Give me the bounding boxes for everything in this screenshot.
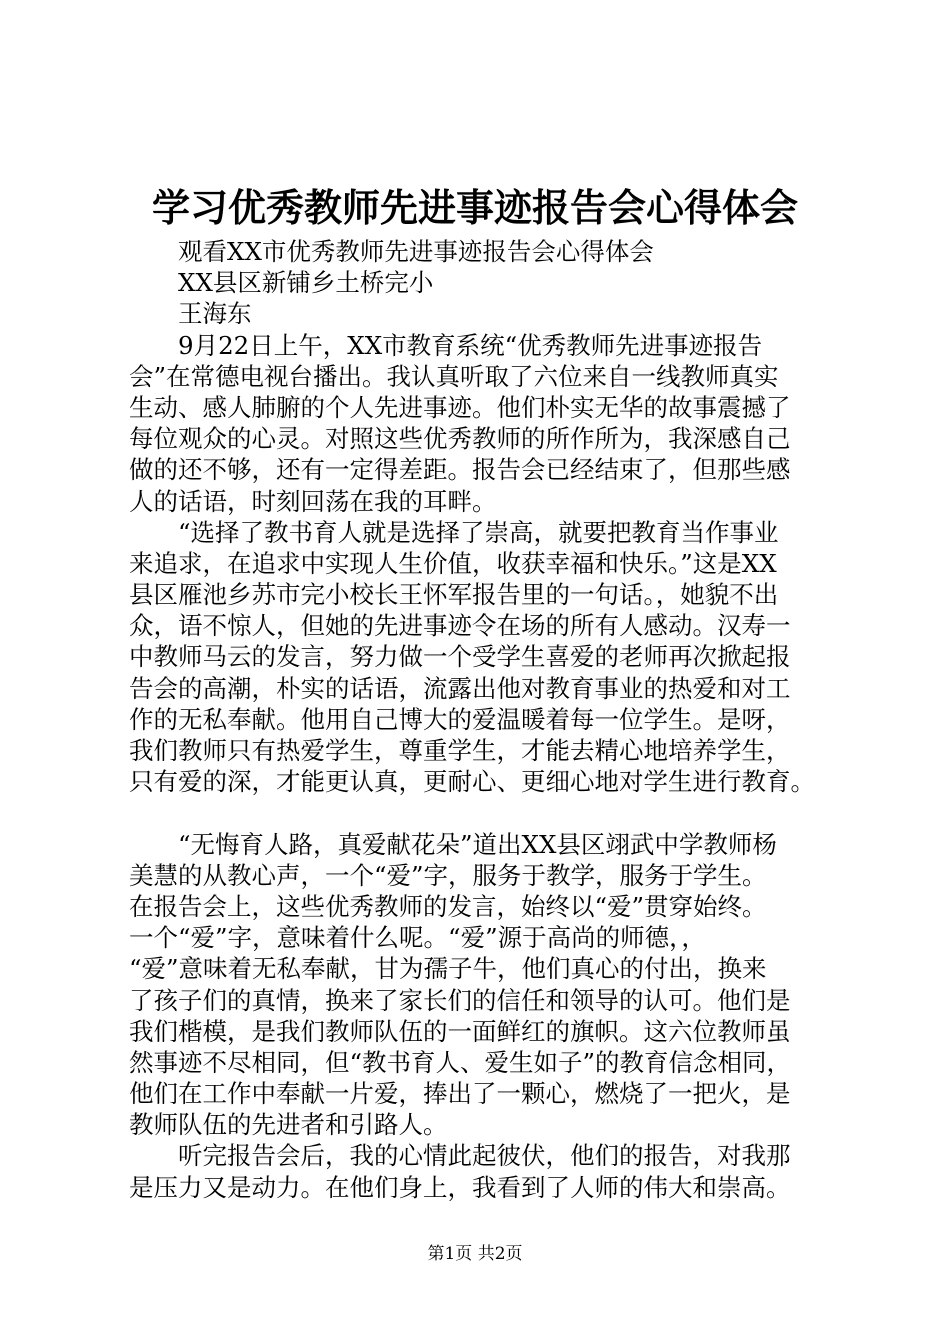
paragraph-3-line: 他们在工作中奉献一片爱，捧出了一颗心，燃烧了一把火，是: [129, 1079, 791, 1109]
paragraph-1-line: 做的还不够，还有一定得差距。报告会已经结束了，但那些感: [129, 455, 791, 485]
page-footer: 第1页 共2页: [427, 1244, 523, 1264]
paragraph-2-line: 中教师马云的发言，努力做一个受学生喜爱的老师再次掀起报: [129, 642, 791, 672]
document-title: 学习优秀教师先进事迹报告会心得体会: [151, 185, 798, 230]
paragraph-3-line: “爱”意味着无私奉献，甘为孺子牛，他们真心的付出，换来: [129, 954, 767, 984]
paragraph-3-line: 一个“爱”字，意味着什么呢。“爱”源于高尚的师德，，: [129, 923, 706, 953]
document-body: [129, 236, 854, 1203]
paragraph-2-line: 告会的高潮，朴实的话语，流露出他对教育事业的热爱和对工: [129, 673, 791, 703]
school-line: XX县区新铺乡土桥完小: [178, 268, 434, 298]
paragraph-1-line: 9月22日上午，XX市教育系统“优秀教师先进事迹报告: [178, 330, 763, 360]
paragraph-3-line: 教师队伍的先进者和引路人。: [129, 1110, 448, 1140]
paragraph-2-line: “选择了教书育人就是选择了崇高，就要把教育当作事业: [178, 517, 779, 547]
paragraph-4-line: 是压力又是动力。在他们身上，我看到了人师的伟大和崇高。: [129, 1172, 791, 1202]
paragraph-2-line: 作的无私奉献。他用自己博大的爱温暖着每一位学生。是呀，: [129, 704, 791, 734]
paragraph-3-line: 然事迹不尽相同，但“教书育人、爱生如子”的教育信念相同，: [129, 1047, 792, 1077]
paragraph-2-line: 只有爱的深，才能更认真，更耐心、更细心地对学生进行教育。: [129, 767, 815, 797]
paragraph-1-line: 人的话语，时刻回荡在我的耳畔。: [129, 486, 497, 516]
paragraph-2-line: 来追求，在追求中实现人生价值，收获幸福和快乐。”这是XX: [129, 548, 777, 578]
paragraph-4-line: 听完报告会后，我的心情此起彼伏，他们的报告，对我那: [178, 1141, 791, 1171]
paragraph-3-line: “无悔育人路，真爱献花朵”道出XX县区翊武中学教师杨: [178, 829, 777, 859]
author-line: 王海东: [178, 299, 252, 329]
paragraph-1-line: 每位观众的心灵。对照这些优秀教师的所作所为，我深感自己: [129, 424, 791, 454]
blank-line: [129, 797, 854, 828]
paragraph-3-line: 在报告会上，这些优秀教师的发言，始终以“爱”贯穿始终。: [129, 891, 767, 921]
paragraph-3-line: 我们楷模，是我们教师队伍的一面鲜红的旗帜。这六位教师虽: [129, 1016, 791, 1046]
paragraph-3-line: 了孩子们的真情，换来了家长们的信任和领导的认可。他们是: [129, 985, 791, 1015]
paragraph-3-line: 美慧的从教心声，一个“爱”字，服务于教学，服务于学生。: [129, 860, 767, 890]
paragraph-2-line: 众，语不惊人，但她的先进事迹令在场的所有人感动。汉寿一: [129, 611, 791, 641]
paragraph-2-line: 县区雁池乡苏市完小校长王怀军报告里的一句话。，她貌不出: [129, 580, 779, 610]
subtitle-line: 观看XX市优秀教师先进事迹报告会心得体会: [178, 237, 654, 266]
paragraph-2-line: 我们教师只有热爱学生，尊重学生，才能去精心地培养学生，: [129, 736, 791, 765]
paragraph-1-line: 会”在常德电视台播出。我认真听取了六位来自一线教师真实: [129, 361, 779, 391]
paragraph-1-line: 生动、感人肺腑的个人先进事迹。他们朴实无华的故事震撼了: [129, 392, 791, 422]
